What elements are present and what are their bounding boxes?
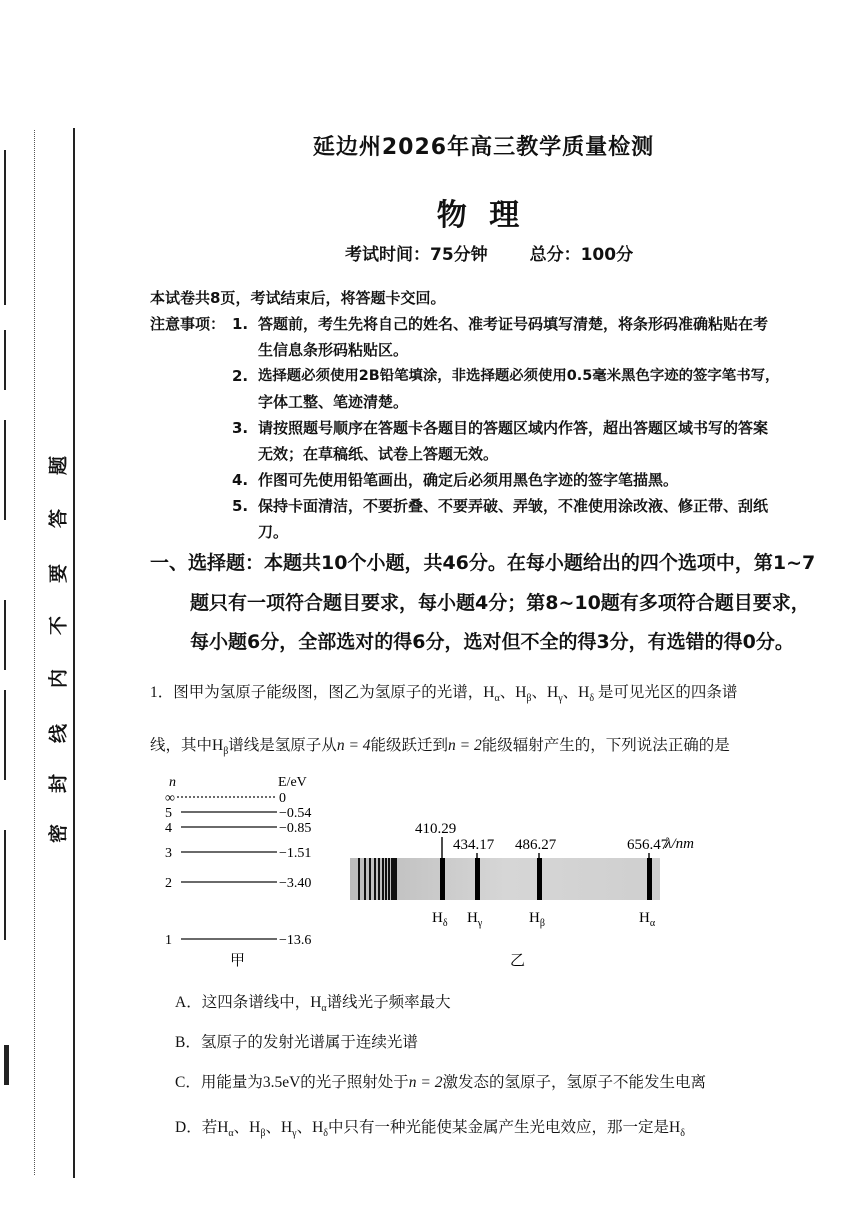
note-1-line2: 生信息条形码粘贴区。 [258,341,409,359]
level-energy-label: −1.51 [279,846,312,861]
note-1-line1: 答题前，考生先将自己的姓名、准考证号码填写清楚，将条形码准确粘贴在考 [258,315,769,333]
section1-line1: 一、选择题：本题共10个小题，共46分。在每小题给出的四个选项中，第1~7 [150,552,816,574]
series-line [388,858,390,900]
note-2-num: 2. [232,367,249,385]
note-5-num: 5. [232,497,249,515]
series-line [369,858,371,900]
binding-char: 线 [47,724,70,744]
binding-char: 封 [47,774,70,794]
note-2-line1: 选择题必须使用2B铅笔填涂，非选择题必须使用0.5毫米黑色字迹的签字笔书写， [258,368,780,384]
line-name-label: $H_\alpha$ [639,910,656,929]
section1-line3: 每小题6分，全部选对的得6分，选对但不全的得3分，有选错的得0分。 [190,631,794,653]
wavelength-unit: λ/nm [665,836,694,852]
line-name-label: $H_\gamma$ [467,910,483,929]
wavelength-label: 434.17 [453,837,495,853]
level-energy-label: −0.54 [279,806,312,821]
exam-info [345,240,669,265]
level-n-label: 2 [165,876,172,891]
note-4-line1: 作图可先使用铅笔画出，确定后必须用黑色字迹的签字笔描黑。 [258,471,679,489]
binding-char: 内 [47,669,70,689]
edge-line [4,1045,9,1085]
binding-char: 不 [47,616,70,636]
binding-char: 密 [47,824,70,844]
spectral-line [475,858,480,900]
q1-stem-line1: 1．图甲为氢原子能级图，图乙为氢原子的光谱，$H_\alpha$、$H_\beta$、$H_\gamma$、$H_\delta$ 是可见光区的四条谱 [150,684,738,705]
level-energy-label: −3.40 [279,876,312,891]
spectral-line [440,858,445,900]
intro-text: 本试卷共8页，考试结束后，将答题卡交回。 [150,289,446,307]
spectral-line [537,858,542,900]
exam-score: 总分：100分 [529,245,634,265]
spectral-line [647,858,652,900]
energy-levels [165,791,311,948]
note-2-line2: 字体工整、笔迹清楚。 [258,393,409,411]
series-line [385,858,387,900]
binding-dotted-line [34,130,35,1175]
level-n-label: 1 [165,933,172,948]
note-4-num: 4. [232,471,249,489]
level-energy-label: 0 [279,791,286,806]
series-line [395,858,397,900]
note-3-line2: 无效；在草稿纸、试卷上答题无效。 [258,445,499,463]
wavelength-label: 486.27 [515,837,557,853]
n-axis-label: n [169,775,176,790]
edge-line [4,600,6,670]
note-5-line1: 保持卡面清洁，不要折叠、不要弄破、弄皱，不准使用涂改液、修正带、刮纸 [258,497,769,515]
level-energy-label: −13.6 [279,933,312,948]
binding-char: 要 [47,564,70,584]
line-name-label: $H_\delta$ [432,910,448,929]
binding-char: 答 [47,509,70,529]
note-3-line1: 请按照题号顺序在答题卡各题目的答题区域内作答，超出答题区域书写的答案 [258,419,769,437]
option-d: D．若$H_\alpha$、$H_\beta$、$H_\gamma$、$H_\delta$中只有一种光能使某金属产生光电效应，那一定是$H_\delta$ [175,1119,685,1140]
hydrogen-spectrum-diagram [345,815,725,975]
notes-label: 注意事项： [150,315,226,333]
edge-line [4,830,6,940]
note-5-line2: 刀。 [258,523,289,541]
energy-axis-label: E/eV [278,775,307,790]
level-n-label: 3 [165,846,172,861]
line-name-label: $H_\beta$ [529,910,545,929]
note-3-num: 3. [232,419,249,437]
section1-line2: 题只有一项符合题目要求，每小题4分；第8~10题有多项符合题目要求， [190,592,810,614]
binding-solid-line [73,128,75,1178]
edge-line [4,330,6,390]
exam-title: 延边州2026年高三教学质量检测 [312,135,655,160]
edge-line [4,690,6,780]
series-line [378,858,380,900]
series-line [374,858,376,900]
option-a: A．这四条谱线中，$H_\alpha$谱线光子频率最大 [175,994,451,1015]
note-1-num: 1. [232,315,249,333]
subject-title: 物 理 [436,198,526,233]
caption-yi: 乙 [510,953,526,969]
series-line [393,858,395,900]
series-line [391,858,393,900]
energy-level-diagram [155,772,345,972]
caption-jia: 甲 [230,953,246,969]
wavelength-label: 656.47 [627,837,669,853]
option-b: B．氢原子的发射光谱属于连续光谱 [175,1034,418,1051]
level-n-label: 5 [165,806,172,821]
series-line [382,858,384,900]
exam-time: 考试时间：75分钟 [345,245,488,265]
series-line [358,858,360,900]
level-n-label: ∞ [165,791,175,806]
level-n-label: 4 [165,821,172,836]
edge-line [4,420,6,520]
q1-stem-line2: 线，其中$H_\beta$谱线是氢原子从n = 4能级跃迁到n = 2能级辐射产生的，下列说法正确的是 [150,737,730,758]
level-energy-label: −0.85 [279,821,312,836]
option-c: C．用能量为3.5eV的光子照射处于n = 2激发态的氢原子，氢原子不能发生电离 [175,1074,707,1091]
series-line [364,858,366,900]
binding-char: 题 [47,456,70,476]
wavelength-label: 410.29 [415,821,457,837]
